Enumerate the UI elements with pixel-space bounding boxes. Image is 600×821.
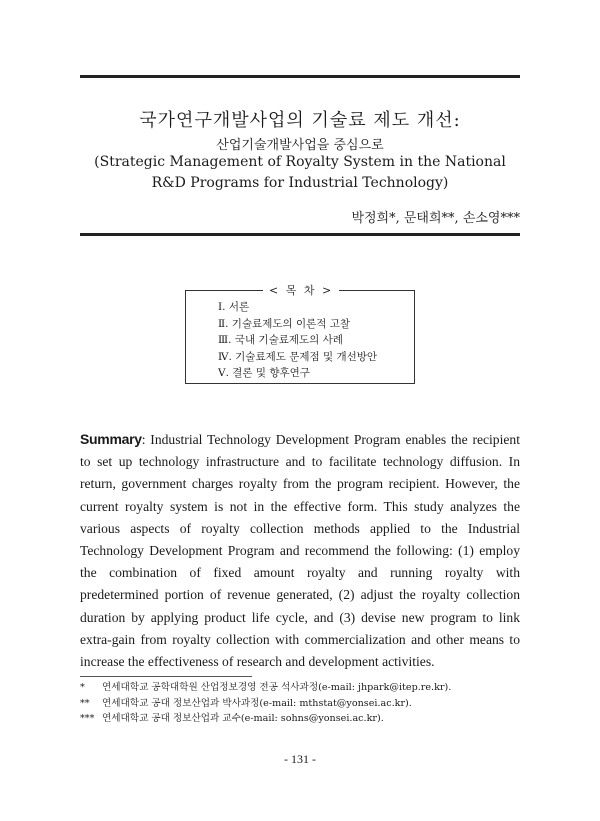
page-number: - 131 - bbox=[284, 752, 316, 766]
footnote-mark: * bbox=[80, 682, 85, 693]
top-rule bbox=[80, 75, 520, 78]
authors: 박정희*, 문태희**, 손소영*** bbox=[351, 211, 520, 226]
toc-heading: < 목 차 > bbox=[263, 282, 339, 298]
footnote-text: 연세대학교 공대 정보산업과 교수(e-mail: sohns@yonsei.ac.kr). bbox=[102, 713, 384, 724]
summary-paragraph bbox=[80, 428, 520, 673]
summary-text: : Industrial Technology Development Program enables the recipient to set up technology infrastructure and to facilitate technology diffusion. In return, government charges royalty from the program recipient. However, the current royalty system is not in the effective form. This study analyzes the various aspects of royalty collection methods applied to the Industrial Technology Development Program and recommend the following: (1) employ the combination of fixed amount royalty and running royalty with predetermined portion of revenue generated, (2) adjust the royalty collection duration by applying product life cycle, and (3) devise new program to link extra-gain from royalty collection with commercialization and other means to increase the effectiveness of research and development activities. bbox=[80, 432, 520, 670]
toc-item: Ⅱ. 기술료제도의 이론적 고찰 bbox=[218, 317, 351, 330]
english-title-line2: R&D Programs for Industrial Technology) bbox=[151, 175, 449, 191]
toc-item: Ⅳ. 기술료제도 문제점 및 개선방안 bbox=[218, 350, 378, 363]
footnote-mark: ** bbox=[80, 697, 90, 709]
toc-item: Ⅴ. 결론 및 향후연구 bbox=[218, 367, 310, 379]
footnote-1 bbox=[80, 680, 451, 696]
toc-list bbox=[218, 299, 377, 382]
summary-label: Summary bbox=[80, 431, 142, 447]
english-title-line1: (Strategic Management of Royalty System in the National bbox=[94, 154, 506, 170]
paper-title: 국가연구개발사업의 기술료 제도 개선: bbox=[139, 110, 461, 131]
paper-subtitle: 산업기술개발사업을 중심으로 bbox=[216, 138, 384, 153]
footnote-3 bbox=[80, 711, 451, 727]
toc-item: Ⅰ. 서론 bbox=[218, 301, 250, 313]
footnote-mark: *** bbox=[80, 713, 95, 724]
english-title bbox=[0, 152, 600, 194]
footnote-rule bbox=[80, 676, 252, 677]
footnotes bbox=[80, 680, 451, 727]
toc-item: Ⅲ. 국내 기술료제도의 사례 bbox=[218, 334, 343, 346]
footnote-text: 연세대학교 공대 정보산업과 박사과정(e-mail: mthstat@yonsei.ac.kr). bbox=[102, 697, 412, 709]
footnote-2 bbox=[80, 696, 451, 712]
header-bottom-rule bbox=[80, 233, 520, 236]
footnote-text: 연세대학교 공학대학원 산업정보경영 전공 석사과정(e-mail: jhpark@itep.re.kr). bbox=[102, 682, 452, 693]
